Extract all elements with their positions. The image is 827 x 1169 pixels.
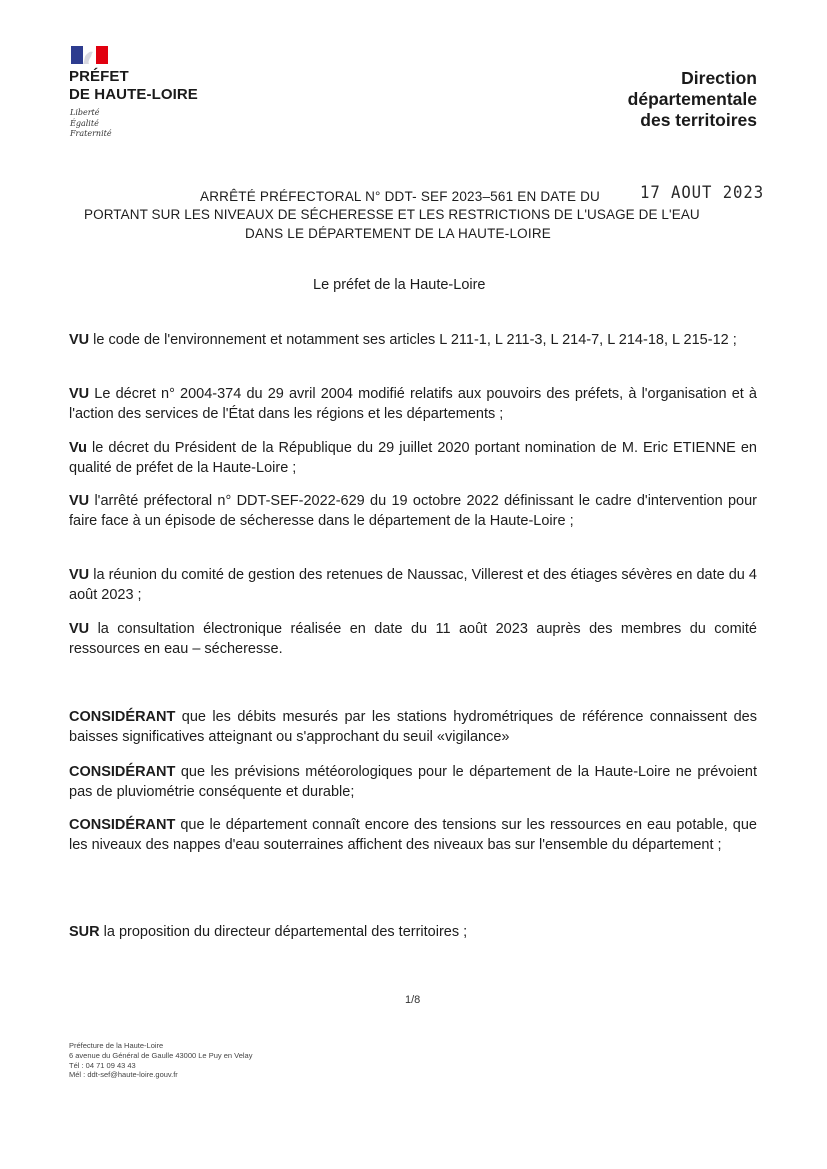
flag-red-band — [96, 46, 108, 64]
republic-motto — [70, 108, 112, 140]
page-number: 1/8 — [405, 994, 421, 1006]
motto-line: Liberté — [70, 108, 100, 117]
issuing-direction — [628, 68, 757, 131]
arrete-title-line-3: DANS LE DÉPARTEMENT DE LA HAUTE-LOIRE — [245, 226, 551, 241]
vu-keyword: VU — [69, 386, 90, 402]
vu-text: l'arrêté préfectoral n° DDT-SEF-2022-629 du 19 octobre 2022 définissant le cadre d'intervention pour faire face à un épisode de sécheresse dans le département de la Haute-Loire ; — [69, 493, 757, 529]
footer-line: Mél : ddt-sef@haute-loire.gouv.fr — [69, 1070, 178, 1080]
considerant-text: que les prévisions météorologiques pour le département de la Haute-Loire ne prévoient pas de pluviométrie conséquente et durable; — [69, 764, 757, 800]
date-stamp: 17 AOUT 2023 — [640, 183, 765, 203]
direction-line: départementale — [627, 89, 757, 109]
vu-paragraph — [69, 384, 757, 424]
vu-paragraph — [69, 619, 757, 659]
considerant-keyword: CONSIDÉRANT — [69, 817, 176, 833]
considerant-keyword: CONSIDÉRANT — [69, 764, 176, 780]
vu-text: le code de l'environnement et notamment ses articles L 211-1, L 211-3, L 214-7, L 214-18, L 215-12 ; — [89, 332, 737, 348]
vu-keyword: VU — [69, 332, 90, 348]
vu-keyword: VU — [69, 621, 90, 637]
prefet-title-line: PRÉFET — [69, 68, 129, 85]
considerant-paragraph — [69, 815, 757, 855]
vu-paragraph — [69, 565, 757, 605]
prefet-title-line: DE HAUTE-LOIRE — [69, 86, 198, 103]
flag-blue-band — [71, 46, 83, 64]
vu-paragraph — [69, 330, 757, 350]
vu-text: le décret du Président de la République du 29 juillet 2020 portant nomination de M. Eric ETIENNE en qualité de préfet de la Haute-Loire ; — [69, 440, 757, 476]
vu-keyword: Vu — [69, 440, 87, 456]
footer-address — [69, 1041, 252, 1080]
vu-text: la consultation électronique réalisée en date du 11 août 2023 auprès des membres du comité ressources en eau – sécheresse. — [69, 621, 757, 657]
marianne-flag-logo — [71, 46, 108, 64]
footer-line: Tél : 04 71 09 43 43 — [69, 1060, 136, 1070]
considerant-text: que les débits mesurés par les stations hydrométriques de référence connaissent des baisses significatives atteignant ou s'approchant du seuil «vigilance» — [69, 709, 757, 745]
vu-paragraph — [69, 438, 757, 478]
motto-line: Égalité — [70, 118, 99, 128]
considerant-paragraph — [69, 762, 757, 802]
sur-text: la proposition du directeur départemental des territoires ; — [99, 924, 468, 940]
direction-line: des territoires — [640, 110, 757, 130]
vu-keyword: VU — [69, 567, 90, 583]
arrete-title-line-1: ARRÊTÉ PRÉFECTORAL N° DDT- SEF 2023–561 EN DATE DU — [200, 189, 601, 204]
considerant-paragraph — [69, 707, 757, 747]
vu-paragraph — [69, 491, 757, 531]
arrete-title-line-2: PORTANT SUR LES NIVEAUX DE SÉCHERESSE ET LES RESTRICTIONS DE L'USAGE DE L'EAU — [84, 207, 700, 222]
sur-paragraph — [69, 922, 757, 942]
footer-line: 6 avenue du Général de Gaulle 43000 Le Puy en Velay — [69, 1050, 253, 1060]
considerant-text: que le département connaît encore des tensions sur les ressources en eau potable, que les niveaux des nappes d'eau souterraines affichent des niveaux bas sur l'ensemble du département ; — [69, 817, 757, 853]
vu-keyword: VU — [69, 493, 90, 509]
sur-keyword: SUR — [69, 924, 100, 940]
prefet-statement: Le préfet de la Haute-Loire — [313, 277, 486, 293]
vu-text: la réunion du comité de gestion des retenues de Naussac, Villerest et des étiages sévères en date du 4 août 2023 ; — [69, 567, 757, 603]
direction-line: Direction — [681, 68, 757, 88]
prefet-title — [69, 68, 198, 104]
considerant-keyword: CONSIDÉRANT — [69, 709, 176, 725]
vu-text: Le décret n° 2004-374 du 29 avril 2004 modifié relatifs aux pouvoirs des préfets, à l'organisation et à l'action des services de l'État dans les régions et les départements ; — [69, 386, 757, 422]
motto-line: Fraternité — [70, 129, 112, 138]
footer-line: Préfecture de la Haute-Loire — [69, 1041, 164, 1050]
